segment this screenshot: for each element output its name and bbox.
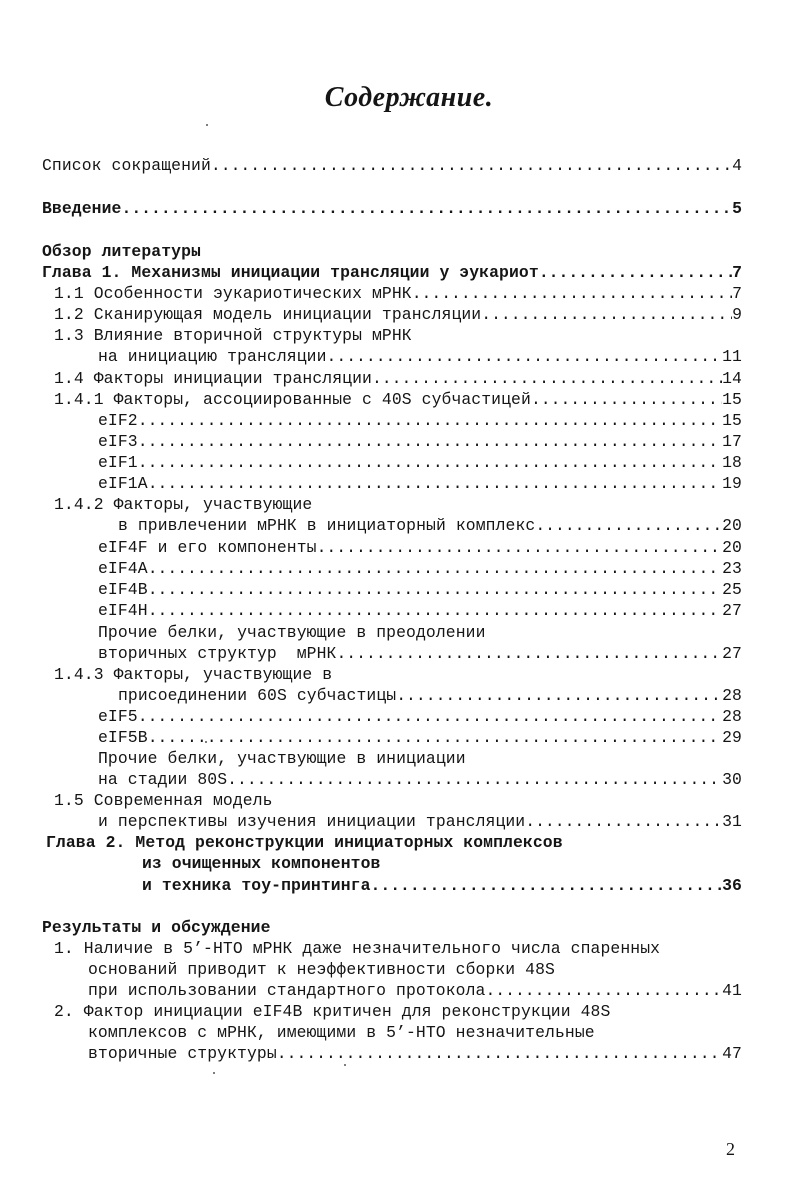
toc-entry-eif4b: [98, 579, 742, 601]
section-heading-review: Обзор литературы: [42, 242, 201, 261]
dot-leader: [148, 579, 722, 601]
toc-entry-chapter-2: [142, 875, 742, 897]
toc-entry-text: вторичных структур мРНК: [98, 644, 337, 663]
dot-leader: [317, 537, 723, 559]
dot-leader: [138, 452, 722, 474]
toc-entry-text: и перспективы изучения инициации трансляции: [98, 812, 526, 831]
dot-leader: [336, 643, 722, 665]
toc-entry-1-4-1: [54, 389, 742, 411]
toc-entry-r2-line2: комплексов с мРНК, имеющими в 5’-НТО незначительные: [88, 1023, 595, 1042]
toc-entry-1-3-line1: 1.3 Влияние вторичной структуры мРНК: [54, 326, 412, 345]
toc-page-number: 36: [722, 876, 742, 895]
toc-entry-eif4f: [98, 537, 742, 559]
toc-entry-1-4-2: [118, 515, 742, 537]
dot-leader: [327, 346, 723, 368]
toc-entry-text: на стадии 80S: [98, 770, 228, 789]
dot-leader: [372, 368, 722, 390]
toc-entry-other2: [98, 769, 742, 791]
dot-leader: [138, 706, 722, 728]
scan-speck: [344, 1064, 346, 1066]
toc-entry-1-2: [54, 304, 742, 326]
toc-entry-other1: [98, 643, 742, 665]
toc-entry-text: eIF4F и его компоненты: [98, 538, 317, 557]
toc-entry-eif5b: [98, 727, 742, 749]
toc-entry-chapter-1: [42, 262, 742, 284]
toc-entry-r1-line2: оснований приводит к неэффективности сборки 48S: [88, 960, 555, 979]
toc-entry-text: eIF5: [98, 707, 138, 726]
toc-entry-eif1: [98, 452, 742, 474]
dot-leader: [531, 389, 722, 411]
toc-entry-1-4-3-line1: 1.4.3 Факторы, участвующие в: [54, 665, 333, 684]
toc-page-number: 20: [722, 516, 742, 535]
section-heading-results: Результаты и обсуждение: [42, 918, 271, 937]
toc-page-number: 15: [722, 411, 742, 430]
toc-entry-text: eIF5B: [98, 728, 148, 747]
toc-entry-text: в привлечении мРНК в инициаторный комплекс: [118, 516, 536, 535]
toc-entry-text: Глава 1. Механизмы инициации трансляции у эукариот: [42, 263, 539, 282]
dot-leader: [138, 431, 722, 453]
toc-page-number: 28: [722, 686, 742, 705]
toc-page-number: 17: [722, 432, 742, 451]
toc-entry-1-4-2-line1: 1.4.2 Факторы, участвующие: [54, 495, 313, 514]
dot-leader: [277, 1043, 722, 1065]
dot-leader: [371, 875, 723, 897]
toc-entry-introduction: [42, 198, 742, 220]
toc-page-number: 27: [722, 601, 742, 620]
page-number: 2: [726, 1139, 735, 1159]
dot-leader: [227, 769, 722, 791]
toc-entry-text: 1.4 Факторы инициации трансляции: [54, 369, 372, 388]
toc-entry-r1-line1: 1. Наличие в 5’-НТО мРНК даже незначительного числа спаренных: [54, 939, 661, 958]
scan-speck: [205, 741, 207, 743]
toc-entry-1-1: [54, 283, 742, 305]
toc-page-number: 23: [722, 559, 742, 578]
toc-page-number: 47: [722, 1044, 742, 1063]
toc-entry-eif4h: [98, 600, 742, 622]
toc-page-number: 5: [732, 199, 742, 218]
toc-entry-text: 1.1 Особенности эукариотических мРНК: [54, 284, 412, 303]
toc-page-number: 15: [722, 390, 742, 409]
dot-leader: [148, 600, 722, 622]
dot-leader: [485, 980, 722, 1002]
toc-page-number: 7: [732, 263, 742, 282]
toc-entry-other1-line1: Прочие белки, участвующие в преодолении: [98, 623, 486, 642]
toc-entry-chapter-2-line1: Глава 2. Метод реконструкции инициаторных комплексов: [46, 833, 563, 852]
toc-entry-eif2: [98, 410, 742, 432]
toc-entry-eif3: [98, 431, 742, 453]
toc-entry-eif1a: [98, 473, 742, 495]
toc-entry-text: Список сокращений: [42, 156, 211, 175]
page-title: Содержание.: [324, 82, 494, 113]
toc-page-number: 4: [732, 156, 742, 175]
toc-entry-text: 1.4.1 Факторы, ассоциированные с 40S субчастицей: [54, 390, 531, 409]
toc-entry-1-5-line1: 1.5 Современная модель: [54, 791, 273, 810]
toc-page-number: 28: [722, 707, 742, 726]
dot-leader: [481, 304, 732, 326]
toc-entry-1-4: [54, 368, 742, 390]
scan-speck: [213, 1072, 215, 1074]
toc-page-number: 27: [722, 644, 742, 663]
toc-page-number: 9: [732, 305, 742, 324]
toc-entry-r2-line1: 2. Фактор инициации eIF4B критичен для реконструкции 48S: [54, 1002, 611, 1021]
toc-entry-text: Введение: [42, 199, 122, 218]
dot-leader: [122, 198, 733, 220]
toc-entry-eif4a: [98, 558, 742, 580]
toc-entry-r1: [88, 980, 742, 1002]
toc-entry-1-4-3: [118, 685, 742, 707]
dot-leader: [525, 811, 722, 833]
toc-entry-text: eIF3: [98, 432, 138, 451]
dot-leader: [211, 155, 732, 177]
toc-page-number: 18: [722, 453, 742, 472]
dot-leader: [412, 283, 732, 305]
toc-page-number: 19: [722, 474, 742, 493]
dot-leader: [539, 262, 732, 284]
scan-speck: [206, 124, 208, 126]
toc-page-number: 25: [722, 580, 742, 599]
toc-entry-r2: [88, 1043, 742, 1065]
dot-leader: [148, 473, 722, 495]
toc-entry-abbreviations: [42, 155, 742, 177]
toc-page-number: 14: [722, 369, 742, 388]
toc-page-number: 30: [722, 770, 742, 789]
dot-leader: [535, 515, 722, 537]
toc-entry-other2-line1: Прочие белки, участвующие в инициации: [98, 749, 466, 768]
toc-page-number: 29: [722, 728, 742, 747]
toc-entry-chapter-2-line2: из очищенных компонентов: [142, 854, 381, 873]
toc-entry-text: и техника тоу-принтинга: [142, 876, 371, 895]
toc-entry-text: присоединении 60S субчастицы: [118, 686, 397, 705]
toc-page-number: 31: [722, 812, 742, 831]
toc-entry-text: eIF2: [98, 411, 138, 430]
toc-entry-text: eIF1: [98, 453, 138, 472]
toc-entry-eif5: [98, 706, 742, 728]
toc-entry-1-3: [98, 346, 742, 368]
toc-entry-text: eIF4A: [98, 559, 148, 578]
toc-entry-text: eIF4H: [98, 601, 148, 620]
toc-entry-text: на инициацию трансляции: [98, 347, 327, 366]
toc-page-number: 20: [722, 538, 742, 557]
dot-leader: [148, 727, 722, 749]
toc-entry-text: eIF4B: [98, 580, 148, 599]
dot-leader: [138, 410, 722, 432]
toc-page-number: 7: [732, 284, 742, 303]
toc-entry-1-5: [98, 811, 742, 833]
toc-entry-text: вторичные структуры: [88, 1044, 277, 1063]
toc-page-number: 11: [722, 347, 742, 366]
toc-entry-text: при использовании стандартного протокола: [88, 981, 486, 1000]
toc-entry-text: 1.2 Сканирующая модель инициации трансляции: [54, 305, 482, 324]
dot-leader: [148, 558, 722, 580]
toc-entry-text: eIF1A: [98, 474, 148, 493]
dot-leader: [396, 685, 722, 707]
toc-page-number: 41: [722, 981, 742, 1000]
